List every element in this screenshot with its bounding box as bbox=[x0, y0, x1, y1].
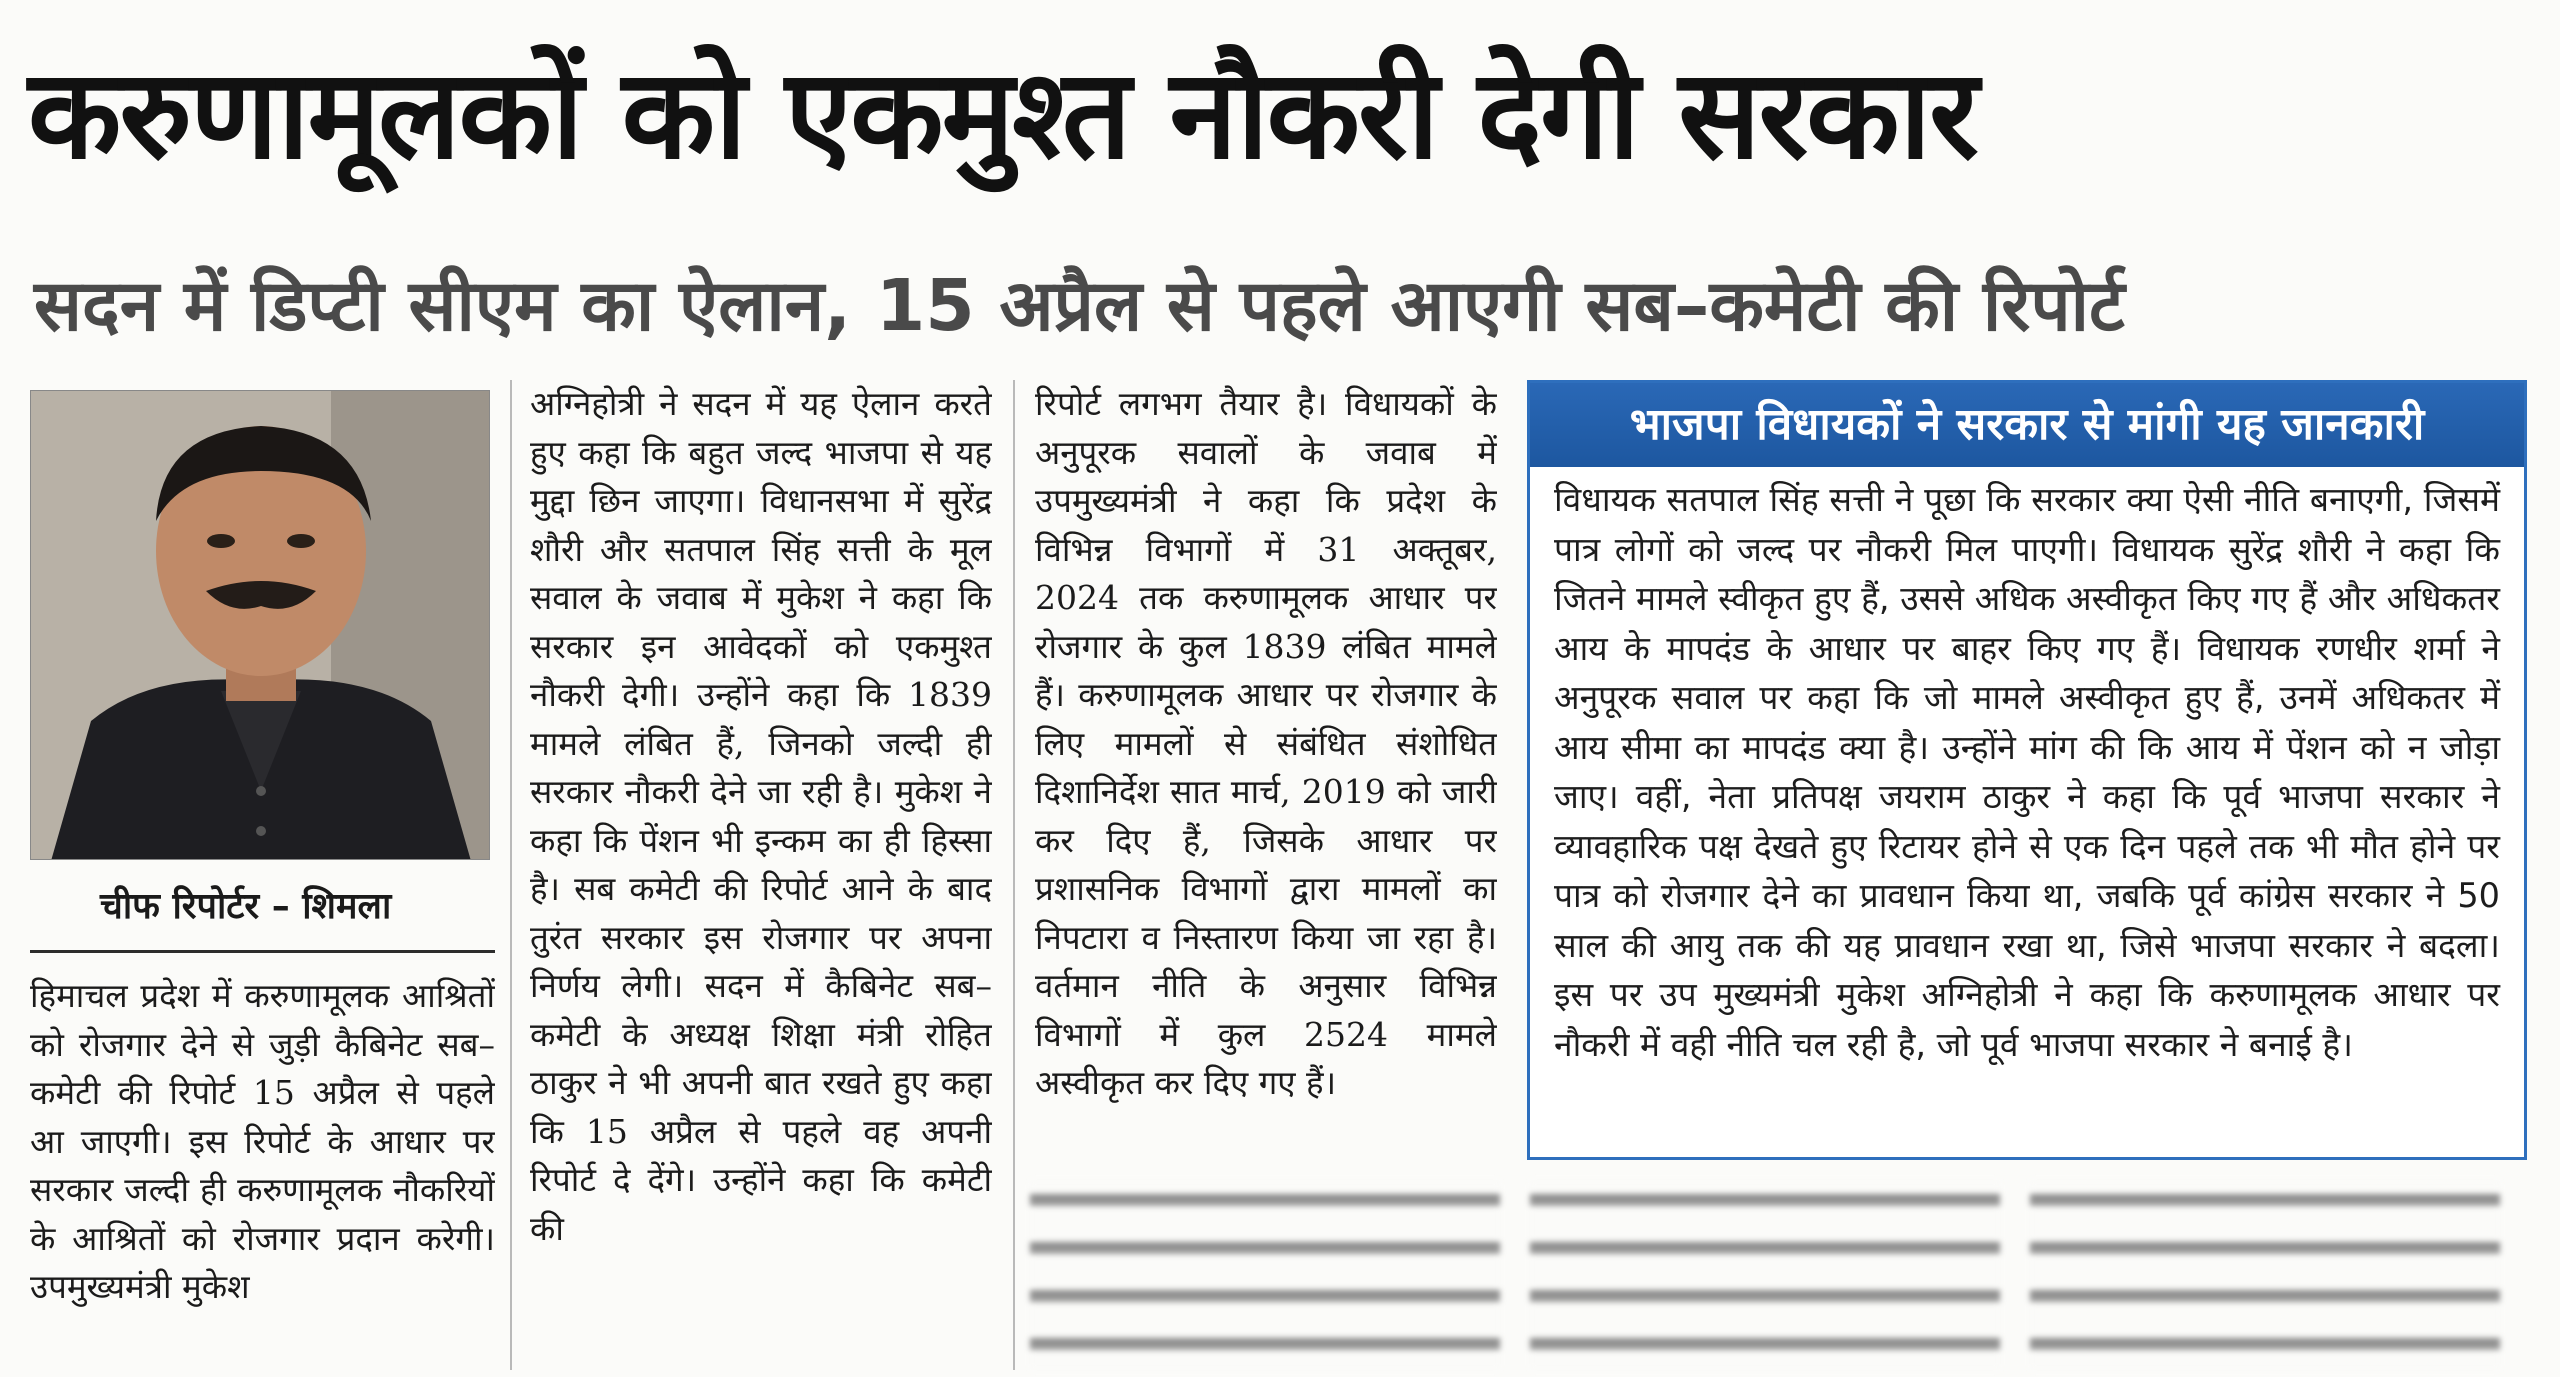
blurred-text-area bbox=[1530, 1180, 2000, 1370]
column-divider bbox=[510, 380, 512, 1370]
blurred-text-area bbox=[1030, 1180, 1500, 1370]
subheadline: सदन में डिप्टी सीएम का ऐलान, 15 अप्रैल से पहले आएगी सब–कमेटी की रिपोर्ट bbox=[34, 264, 2125, 347]
headline: करुणामूलकों को एकमुश्त नौकरी देगी सरकार bbox=[28, 43, 1977, 187]
article-column-3: रिपोर्ट लगभग तैयार है। विधायकों के अनुपूरक सवालों के जवाब में उपमुख्यमंत्री ने कहा कि प्रदेश के विभिन्न विभागों में 31 अक्तूबर, 2024 तक करुणामूलक आधार पर रोजगार के कुल 1839 लंबित मामले हैं। करुणामूलक आधार पर रोजगार के लिए मामलों से संबंधित संशोधित दिशानिर्देश सात मार्च, 2019 को जारी कर दिए हैं, जिसके आधार पर प्रशासनिक विभागों द्वारा मामलों का निपटारा व निस्तारण किया जा रहा है। वर्तमान नीति के अनुसार विभिन्न विभागों में कुल 2524 मामले अस्वीकृत कर दिए गए हैं। bbox=[1035, 384, 1497, 1102]
reporter-photo bbox=[30, 390, 490, 860]
sidebar-box bbox=[1527, 380, 2527, 1160]
column-divider bbox=[1013, 380, 1015, 1370]
byline: चीफ रिपोर्टर – शिमला bbox=[100, 886, 392, 927]
article-column-1: हिमाचल प्रदेश में करुणामूलक आश्रितों को रोजगार देने से जुड़ी कैबिनेट सब–कमेटी की रिपोर्ट 15 अप्रैल से पहले आ जाएगी। इस रिपोर्ट के आधार पर सरकार जल्दी ही करुणामूलक नौकरियों के आश्रितों को रोजगार प्रदान करेगी। उपमुख्यमंत्री मुकेश bbox=[30, 976, 495, 1306]
sidebar-title: भाजपा विधायकों ने सरकार से मांगी यह जानकारी bbox=[1530, 383, 2524, 467]
byline-divider bbox=[30, 950, 495, 953]
article-column-2: अग्निहोत्री ने सदन में यह ऐलान करते हुए कहा कि बहुत जल्द भाजपा से यह मुद्दा छिन जाएगा। विधानसभा में सुरेंद्र शौरी और सतपाल सिंह सत्ती के मूल सवाल के जवाब में मुकेश ने कहा कि सरकार इन आवेदकों को एकमुश्त नौकरी देगी। उन्होंने कहा कि 1839 मामले लंबित हैं, जिनको जल्दी ही सरकार नौकरी देने जा रही है। मुकेश ने कहा कि पेंशन भी इन्कम का ही हिस्सा है। सब कमेटी की रिपोर्ट आने के बाद तुरंत सरकार इस रोजगार पर अपना निर्णय लेगी। सदन में कैबिनेट सब–कमेटी के अध्यक्ष शिक्षा मंत्री रोहित ठाकुर ने भी अपनी बात रखते हुए कहा कि 15 अप्रैल से पहले वह अपनी रिपोर्ट दे देंगे। उन्होंने कहा कि कमेटी की bbox=[530, 384, 992, 1248]
blurred-text-area bbox=[2030, 1180, 2500, 1370]
sidebar-body: विधायक सतपाल सिंह सत्ती ने पूछा कि सरकार क्या ऐसी नीति बनाएगी, जिसमें पात्र लोगों को जल्द पर नौकरी मिल पाएगी। विधायक सुरेंद्र शौरी ने कहा कि जितने मामले स्वीकृत हुए हैं, उससे अधिक अस्वीकृत किए गए हैं और अधिकतर आय के मापदंड के आधार पर बाहर किए गए हैं। विधायक रणधीर शर्मा ने अनुपूरक सवाल पर कहा कि जो मामले अस्वीकृत हुए हैं, उनमें अधिकतर में आय सीमा का मापदंड क्या है। उन्होंने मांग की कि आय में पेंशन को न जोड़ा जाए। वहीं, नेता प्रतिपक्ष जयराम ठाकुर ने कहा कि पूर्व भाजपा सरकार ने व्यावहारिक पक्ष देखते हुए रिटायर होने से एक दिन पहले तक भी मौत होने पर पात्र को रोजगार देने का प्रावधान किया था, जबकि पूर्व कांग्रेस सरकार ने 50 साल की आयु तक की यह प्रावधान रखा था, जिसे भाजपा सरकार ने बदला। इस पर उप मुख्यमंत्री मुकेश अग्निहोत्री ने कहा कि करुणामूलक आधार पर नौकरी में वही नीति चल रही है, जो पूर्व भाजपा सरकार ने बनाई है। bbox=[1554, 480, 2501, 1064]
